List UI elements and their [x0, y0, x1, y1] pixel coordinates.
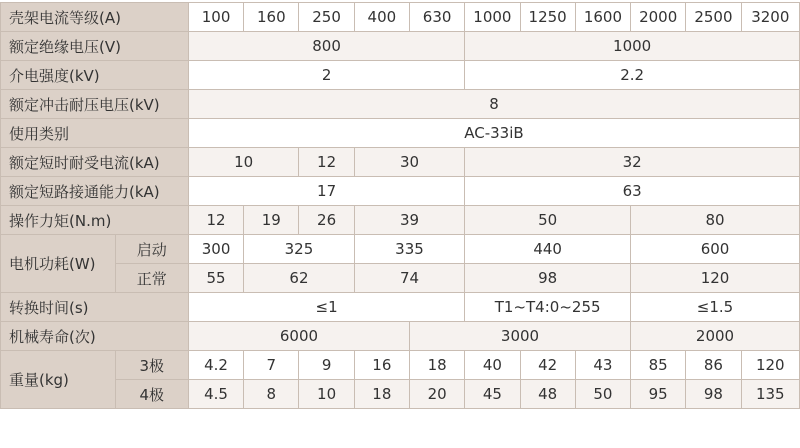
table-cell: 1000 [465, 3, 520, 32]
row-label: 额定短时耐受电流(kA) [1, 148, 189, 177]
row-short-time-current [1, 148, 800, 177]
row-short-circuit-capacity [1, 177, 800, 206]
table-cell: 10 [299, 380, 354, 409]
sub-label: 4极 [115, 380, 188, 409]
table-cell: 1000 [465, 32, 800, 61]
spec-table [0, 2, 800, 409]
table-cell: 600 [631, 235, 800, 264]
table-cell: 48 [520, 380, 575, 409]
row-motor-power-normal [1, 264, 800, 293]
row-label: 额定冲击耐压电压(kV) [1, 90, 189, 119]
table-cell: 250 [299, 3, 354, 32]
row-operating-torque [1, 206, 800, 235]
table-cell: 18 [354, 380, 409, 409]
table-cell: 50 [575, 380, 630, 409]
table-cell: 74 [354, 264, 465, 293]
row-label: 额定绝缘电压(V) [1, 32, 189, 61]
table-cell: 440 [465, 235, 631, 264]
row-weight-4p [1, 380, 800, 409]
table-cell: 26 [299, 206, 354, 235]
table-cell: 2000 [631, 322, 800, 351]
table-cell: ≤1 [188, 293, 464, 322]
table-cell: 43 [575, 351, 630, 380]
table-cell: 160 [244, 3, 299, 32]
table-cell: 80 [631, 206, 800, 235]
table-cell: 800 [188, 32, 464, 61]
table-cell: 55 [188, 264, 243, 293]
table-cell: 8 [188, 90, 799, 119]
table-cell: 8 [244, 380, 299, 409]
table-cell: 98 [465, 264, 631, 293]
row-label: 转换时间(s) [1, 293, 189, 322]
table-cell: 98 [686, 380, 741, 409]
row-impulse-voltage [1, 90, 800, 119]
table-cell: 45 [465, 380, 520, 409]
table-cell: T1~T4:0~255 [465, 293, 631, 322]
row-frame-current [1, 3, 800, 32]
table-cell: ≤1.5 [631, 293, 800, 322]
table-cell: 4.5 [188, 380, 243, 409]
row-label: 操作力矩(N.m) [1, 206, 189, 235]
table-cell: 32 [465, 148, 800, 177]
row-transfer-time [1, 293, 800, 322]
row-weight-3p [1, 351, 800, 380]
row-motor-power-start [1, 235, 800, 264]
table-cell: 2 [188, 61, 464, 90]
row-label: 重量(kg) [1, 351, 116, 409]
table-cell: 63 [465, 177, 800, 206]
table-cell: 30 [354, 148, 465, 177]
table-cell: 2500 [686, 3, 741, 32]
table-cell: 17 [188, 177, 464, 206]
table-cell: 50 [465, 206, 631, 235]
table-cell: 6000 [188, 322, 409, 351]
table-cell: 10 [188, 148, 299, 177]
table-cell: 86 [686, 351, 741, 380]
table-cell: 12 [299, 148, 354, 177]
table-cell: 120 [741, 351, 799, 380]
table-cell: 12 [188, 206, 243, 235]
table-cell: 18 [409, 351, 464, 380]
row-mechanical-life [1, 322, 800, 351]
table-cell: 325 [244, 235, 355, 264]
table-cell: 3000 [409, 322, 630, 351]
sub-label: 正常 [115, 264, 188, 293]
table-cell: 42 [520, 351, 575, 380]
table-cell: 9 [299, 351, 354, 380]
row-dielectric-strength [1, 61, 800, 90]
table-cell: 1600 [575, 3, 630, 32]
table-cell: 3200 [741, 3, 799, 32]
table-cell: 1250 [520, 3, 575, 32]
row-insulation-voltage [1, 32, 800, 61]
row-label: 电机功耗(W) [1, 235, 116, 293]
table-cell: 2000 [631, 3, 686, 32]
sub-label: 启动 [115, 235, 188, 264]
table-cell: 19 [244, 206, 299, 235]
row-label: 使用类别 [1, 119, 189, 148]
row-label: 额定短路接通能力(kA) [1, 177, 189, 206]
row-usage-category [1, 119, 800, 148]
table-cell: 62 [244, 264, 355, 293]
row-label: 壳架电流等级(A) [1, 3, 189, 32]
table-cell: 39 [354, 206, 465, 235]
table-cell: 135 [741, 380, 799, 409]
row-label: 机械寿命(次) [1, 322, 189, 351]
table-cell: 85 [631, 351, 686, 380]
table-cell: 20 [409, 380, 464, 409]
table-cell: AC-33iB [188, 119, 799, 148]
table-cell: 100 [188, 3, 243, 32]
row-label: 介电强度(kV) [1, 61, 189, 90]
table-cell: 40 [465, 351, 520, 380]
table-cell: 335 [354, 235, 465, 264]
table-cell: 300 [188, 235, 243, 264]
table-cell: 630 [409, 3, 464, 32]
table-cell: 16 [354, 351, 409, 380]
table-cell: 4.2 [188, 351, 243, 380]
table-cell: 2.2 [465, 61, 800, 90]
table-cell: 120 [631, 264, 800, 293]
table-cell: 400 [354, 3, 409, 32]
table-cell: 7 [244, 351, 299, 380]
table-cell: 95 [631, 380, 686, 409]
sub-label: 3极 [115, 351, 188, 380]
